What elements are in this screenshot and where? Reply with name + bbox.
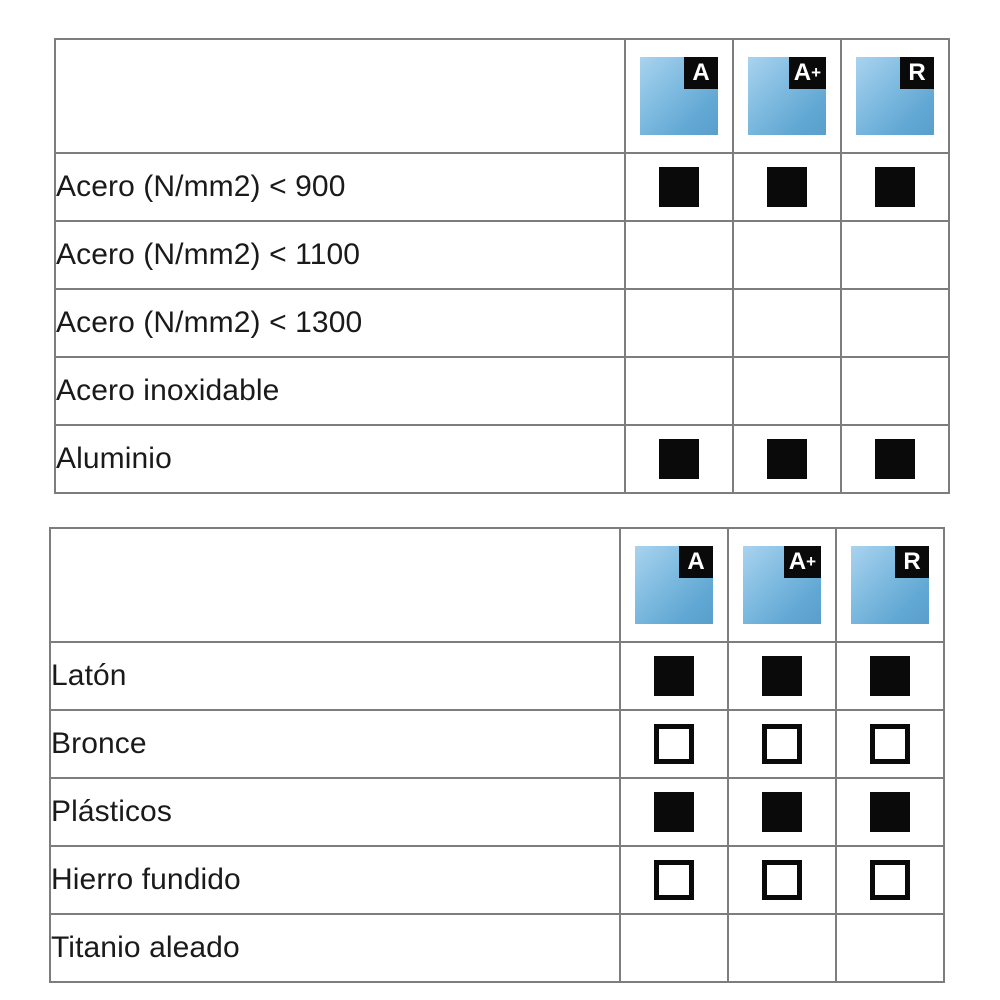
marker-empty-icon [870, 860, 910, 900]
mark-cell [836, 642, 944, 710]
marker-filled-icon [659, 167, 699, 207]
materials-table-2 [49, 527, 944, 983]
header-cell-a-plus [733, 39, 841, 153]
badge-a-plus-sign: + [806, 552, 816, 571]
marker-empty-icon [654, 724, 694, 764]
table-row [55, 153, 949, 221]
mark-cell [836, 914, 944, 982]
table-row [50, 710, 944, 778]
table-header-row [55, 39, 949, 153]
marker-empty-icon [870, 724, 910, 764]
badge-a-plus-sign: + [811, 63, 821, 82]
materials-table-1 [54, 38, 949, 494]
table-row [50, 778, 944, 846]
marker-filled-icon [654, 656, 694, 696]
badge-a-plus-letter: A [788, 548, 807, 575]
mark-cell [836, 778, 944, 846]
header-cell-r [841, 39, 949, 153]
mark-cell [620, 778, 728, 846]
mark-cell [841, 289, 949, 357]
row-label: Acero inoxidable [55, 357, 625, 425]
header-blank-cell [50, 528, 620, 642]
badge-a-plus-label [789, 57, 826, 89]
mark-cell [728, 846, 836, 914]
mark-cell [733, 221, 841, 289]
marker-filled-icon [870, 792, 910, 832]
mark-cell [728, 642, 836, 710]
table-row [50, 914, 944, 982]
header-cell-r [836, 528, 944, 642]
marker-filled-icon [875, 439, 915, 479]
marker-filled-icon [875, 167, 915, 207]
marker-filled-icon [767, 439, 807, 479]
row-label: Acero (N/mm2) < 1100 [55, 221, 625, 289]
badge-r-label: R [900, 57, 934, 89]
table-header-row [50, 528, 944, 642]
badge-a-plus-letter: A [793, 59, 812, 86]
mark-cell [733, 425, 841, 493]
mark-cell [733, 357, 841, 425]
marker-filled-icon [767, 167, 807, 207]
row-label: Hierro fundido [50, 846, 620, 914]
badge-a-plus-label [784, 546, 821, 578]
table [49, 527, 945, 983]
marker-empty-icon [654, 860, 694, 900]
mark-cell [625, 153, 733, 221]
row-label: Latón [50, 642, 620, 710]
mark-cell [841, 153, 949, 221]
mark-cell [836, 846, 944, 914]
mark-cell [733, 153, 841, 221]
mark-cell [620, 642, 728, 710]
marker-filled-icon [870, 656, 910, 696]
mark-cell [841, 357, 949, 425]
mark-cell [620, 846, 728, 914]
marker-filled-icon [762, 792, 802, 832]
marker-filled-icon [654, 792, 694, 832]
header-cell-a-plus [728, 528, 836, 642]
mark-cell [625, 289, 733, 357]
badge-a-icon [635, 546, 713, 624]
row-label: Bronce [50, 710, 620, 778]
table [54, 38, 950, 494]
mark-cell [620, 914, 728, 982]
marker-filled-icon [659, 439, 699, 479]
mark-cell [841, 221, 949, 289]
row-label: Acero (N/mm2) < 900 [55, 153, 625, 221]
mark-cell [728, 914, 836, 982]
row-label: Plásticos [50, 778, 620, 846]
badge-a-icon [640, 57, 718, 135]
table-row [55, 221, 949, 289]
marker-empty-icon [762, 860, 802, 900]
row-label: Acero (N/mm2) < 1300 [55, 289, 625, 357]
mark-cell [620, 710, 728, 778]
badge-r-icon [851, 546, 929, 624]
table-row [55, 357, 949, 425]
mark-cell [625, 357, 733, 425]
table-row [55, 425, 949, 493]
table-row [55, 289, 949, 357]
header-cell-a [620, 528, 728, 642]
table-body [50, 528, 944, 982]
badge-a-label: A [684, 57, 718, 89]
marker-filled-icon [762, 656, 802, 696]
mark-cell [841, 425, 949, 493]
badge-a-plus-icon [743, 546, 821, 624]
row-label: Aluminio [55, 425, 625, 493]
table-row [50, 846, 944, 914]
mark-cell [733, 289, 841, 357]
header-cell-a [625, 39, 733, 153]
mark-cell [625, 425, 733, 493]
mark-cell [625, 221, 733, 289]
badge-a-label: A [679, 546, 713, 578]
table-body [55, 39, 949, 493]
badge-r-icon [856, 57, 934, 135]
mark-cell [836, 710, 944, 778]
mark-cell [728, 710, 836, 778]
header-blank-cell [55, 39, 625, 153]
marker-empty-icon [762, 724, 802, 764]
table-row [50, 642, 944, 710]
badge-r-label: R [895, 546, 929, 578]
row-label: Titanio aleado [50, 914, 620, 982]
mark-cell [728, 778, 836, 846]
badge-a-plus-icon [748, 57, 826, 135]
